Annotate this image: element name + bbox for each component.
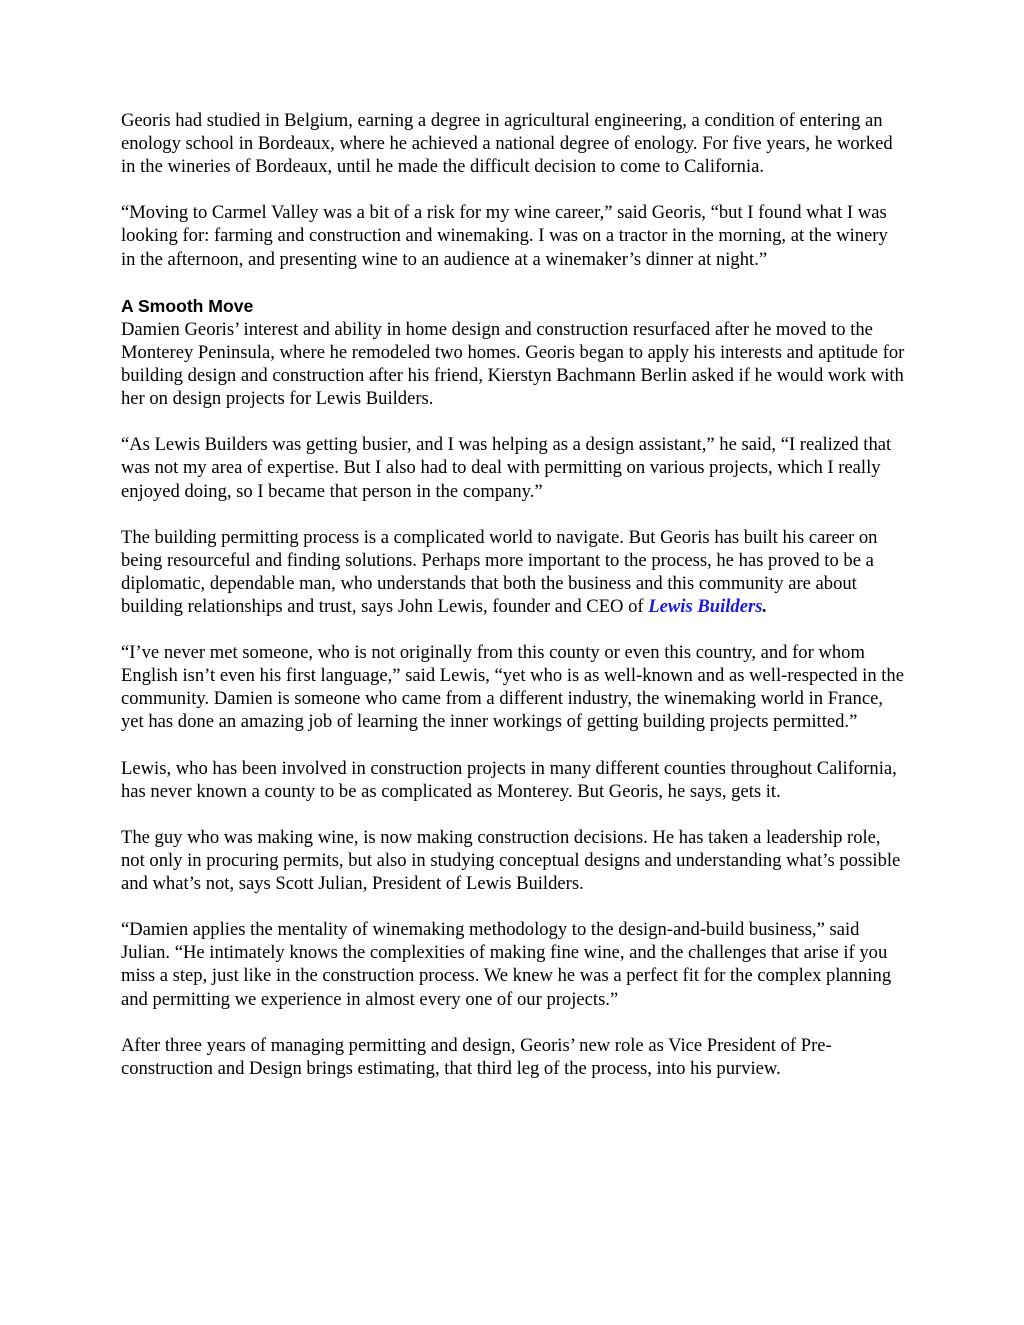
section-heading: A Smooth Move bbox=[121, 295, 254, 316]
paragraph-new-role: After three years of managing permitting and design, Georis’ new role as Vice President of Pre-construction and Design brings estimating, that third leg of the process, into his purview. bbox=[121, 1034, 832, 1079]
paragraph-leadership-role: The guy who was making wine, is now making construction decisions. He has taken a leadership role, not only in procuring permits, but also in studying conceptual designs and understanding what’s possible and what’s not, says Scott Julian, President of Lewis Builders. bbox=[121, 826, 901, 895]
paragraph-design-assistant-quote: “As Lewis Builders was getting busier, and I was helping as a design assistant,” he said, “I realized that was not my area of expertise. But I also had to deal with permitting on various projects, which I really enjoyed doing, so I became that person in the company.” bbox=[121, 434, 892, 502]
paragraph-design-interest: Damien Georis’ interest and ability in home design and construction resurfaced after he moved to the Monterey Peninsula, where he remodeled two homes. Georis began to apply his interests and aptitude for building design and construction after his friend, Kierstyn Bachmann Berlin asked if he would work with her on design projects for Lewis Builders. bbox=[121, 318, 905, 410]
paragraph-permitting-process bbox=[121, 526, 906, 618]
document-page bbox=[121, 109, 906, 1103]
link-trailing-period: . bbox=[762, 595, 768, 617]
paragraph-georis-education: Georis had studied in Belgium, earning a degree in agricultural engineering, a condition of entering an enology school in Bordeaux, where he achieved a national degree of enology. For five years, he worked in the wineries of Bordeaux, until he made the difficult decision to come to California. bbox=[121, 110, 893, 178]
paragraph-julian-quote: “Damien applies the mentality of winemaking methodology to the design-and-build business,” said Julian. “He intimately knows the complexities of making fine wine, and the challenges that arise if you miss a step, just like in the construction process. We knew he was a perfect fit for the complex planning and permitting we experience in almost every one of our projects.” bbox=[121, 919, 892, 1010]
paragraph-lewis-quote: “I’ve never met someone, who is not originally from this county or even this country, and for whom English isn’t even his first language,” said Lewis, “yet who is as well-known and as well-respected in the community. Damien is someone who came from a different industry, the winemaking world in France, yet has done an amazing job of learning the inner workings of getting building projects permitted.” bbox=[121, 642, 904, 733]
paragraph-permitting-text: The building permitting process is a complicated world to navigate. But Georis has built his career on being resourceful and finding solutions. Perhaps more important to the process, he has proved to be a diplomatic, dependable man, who understands that both the business and this community are about building relationships and trust, says John Lewis, founder and CEO of bbox=[121, 526, 878, 617]
paragraph-moving-quote: “Moving to Carmel Valley was a bit of a risk for my wine career,” said Georis, “but I found what I was looking for: farming and construction and winemaking. I was on a tractor in the morning, at the winery in the afternoon, and presenting wine to an audience at a winemaker’s dinner at night.” bbox=[121, 202, 888, 270]
lewis-builders-link[interactable]: Lewis Builders bbox=[648, 595, 763, 617]
paragraph-monterey-complexity: Lewis, who has been involved in construction projects in many different counties throughout California, has never known a county to be as complicated as Monterey. But Georis, he says, gets it. bbox=[121, 757, 897, 802]
